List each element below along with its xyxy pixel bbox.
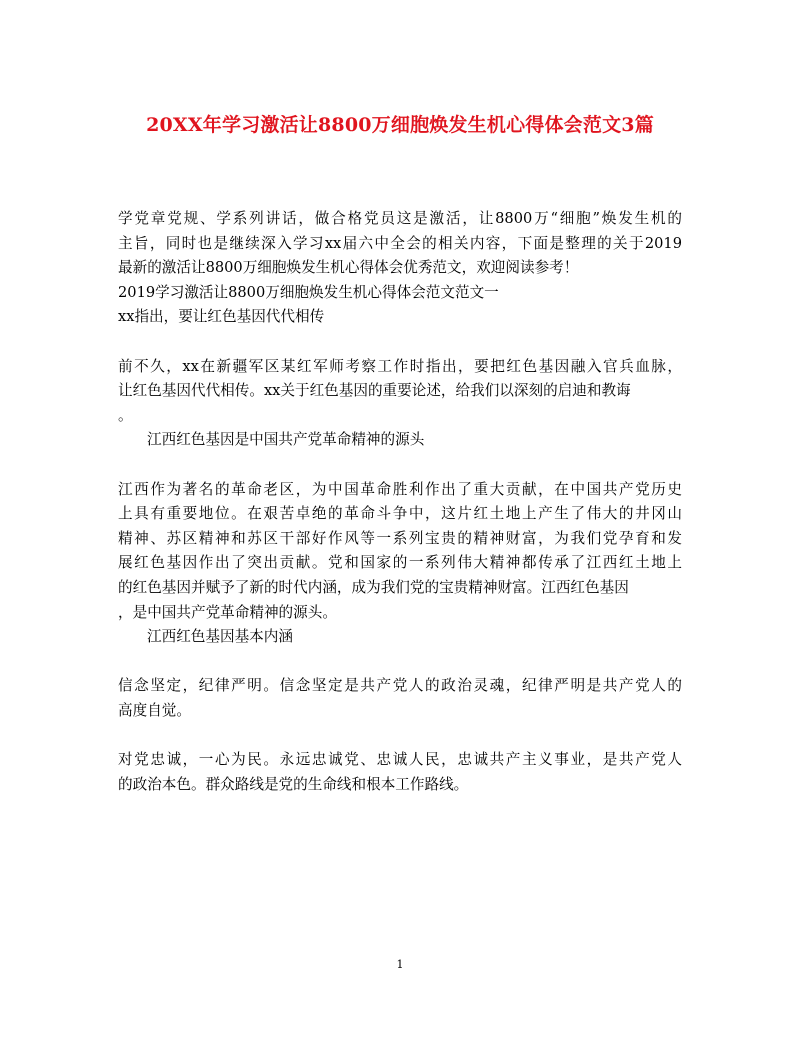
blank-line [118,723,682,748]
document-body [118,207,682,797]
text-line: 最新的激活让8800万细胞焕发生机心得体会优秀范文，欢迎阅读参考！ [118,259,579,277]
section-heading: 江西红色基因基本内涵 [147,628,293,646]
text-line: 上具有重要地位。在艰苦卓绝的革命斗争中，这片红土地上产生了伟大的井冈山 [118,505,682,523]
text-line: 主旨，同时也是继续深入学习xx届六中全会的相关内容，下面是整理的关于2019 [118,234,682,252]
text-line: 精神、苏区精神和苏区干部好作风等一系列宝贵的精神财富，为我们党孕育和发 [118,529,682,547]
section-heading: 江西红色基因是中国共产党革命精神的源头 [147,431,425,449]
essay-subtitle: xx指出，要让红色基因代代相传 [118,308,325,326]
paragraph-3 [118,674,682,723]
text-line: 的红色基因并赋予了新的时代内涵，成为我们党的宝贵精神财富。江西红色基因 [118,578,629,596]
essay-title: 2019学习激活让8800万细胞焕发生机心得体会范文范文一 [118,283,499,301]
paragraph-4 [118,748,682,797]
blank-line [118,330,682,355]
blank-line [118,650,682,675]
text-line: 的政治本色。群众路线是党的生命线和根本工作路线。 [118,775,469,793]
text-line: 前不久，xx在新疆军区某红军师考察工作时指出，要把红色基因融入官兵血脉， [118,357,682,375]
text-line: 信念坚定，纪律严明。信念坚定是共产党人的政治灵魂，纪律严明是共产党人的 [118,677,682,695]
text-line: 江西作为著名的革命老区，为中国革命胜利作出了重大贡献，在中国共产党历史 [118,480,682,498]
text-line: 学党章党规、学系列讲话，做合格党员这是激活，让8800万“细胞”焕发生机的 [118,210,682,227]
intro-paragraph [118,207,682,281]
text-line: 让红色基因代代相传。xx关于红色基因的重要论述，给我们以深刻的启迪和教诲 [118,382,631,400]
document-title: 20XX年学习激活让8800万细胞焕发生机心得体会范文3篇 [146,114,654,136]
text-line: ，是中国共产党革命精神的源头。 [118,603,337,621]
paragraph-1 [118,355,682,429]
text-line: 高度自觉。 [118,701,191,719]
page-number: 1 [396,958,404,971]
blank-line [118,453,682,478]
text-line: 展红色基因作出了突出贡献。党和国家的一系列伟大精神都传承了江西红土地上 [118,554,682,572]
text-line: 。 [118,406,133,424]
paragraph-2 [118,478,682,626]
text-line: 对党忠诚，一心为民。永远忠诚党、忠诚人民，忠诚共产主义事业，是共产党人 [118,751,682,769]
